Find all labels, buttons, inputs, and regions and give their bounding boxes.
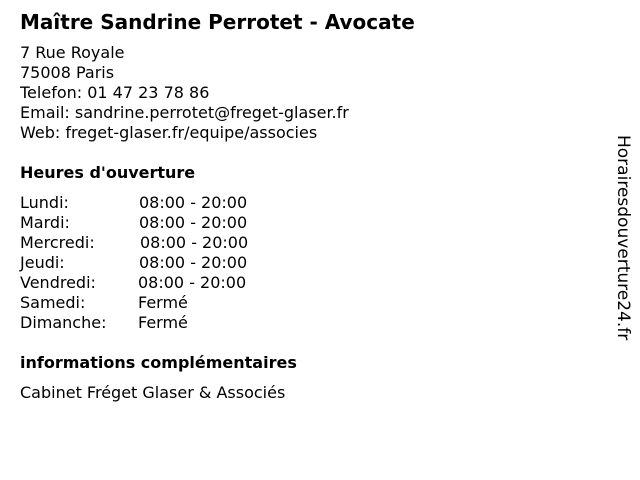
day-label: Samedi:	[20, 293, 86, 312]
time-value: Fermé	[138, 313, 188, 332]
time-value: 08:00 - 20:00	[139, 253, 248, 272]
day-label: Jeudi:	[20, 253, 65, 272]
phone-line: Telefon: 01 47 23 78 86	[20, 83, 210, 102]
time-value: 08:00 - 20:00	[139, 213, 248, 232]
time-value: Fermé	[138, 293, 188, 312]
info-text: Cabinet Fréget Glaser & Associés	[20, 383, 286, 402]
day-label: Mardi:	[20, 213, 70, 232]
info-heading: informations complémentaires	[20, 353, 297, 372]
day-label: Dimanche:	[20, 313, 107, 332]
time-value: 08:00 - 20:00	[139, 193, 248, 212]
email-line: Email: sandrine.perrotet@freget-glaser.fr	[20, 103, 349, 122]
time-value: 08:00 - 20:00	[138, 273, 247, 292]
address-city: 75008 Paris	[20, 63, 115, 82]
day-label: Vendredi:	[20, 273, 96, 292]
time-value: 08:00 - 20:00	[140, 233, 249, 252]
contact-block	[20, 43, 349, 143]
page-title: Maître Sandrine Perrotet - Avocate	[20, 10, 415, 34]
hours-heading: Heures d'ouverture	[20, 163, 196, 182]
day-label: Mercredi:	[20, 233, 95, 252]
day-label: Lundi:	[20, 193, 69, 212]
web-line: Web: freget-glaser.fr/equipe/associes	[20, 123, 318, 142]
address-street: 7 Rue Royale	[20, 43, 125, 62]
site-watermark: Horairesdouverture24.fr	[613, 135, 633, 341]
